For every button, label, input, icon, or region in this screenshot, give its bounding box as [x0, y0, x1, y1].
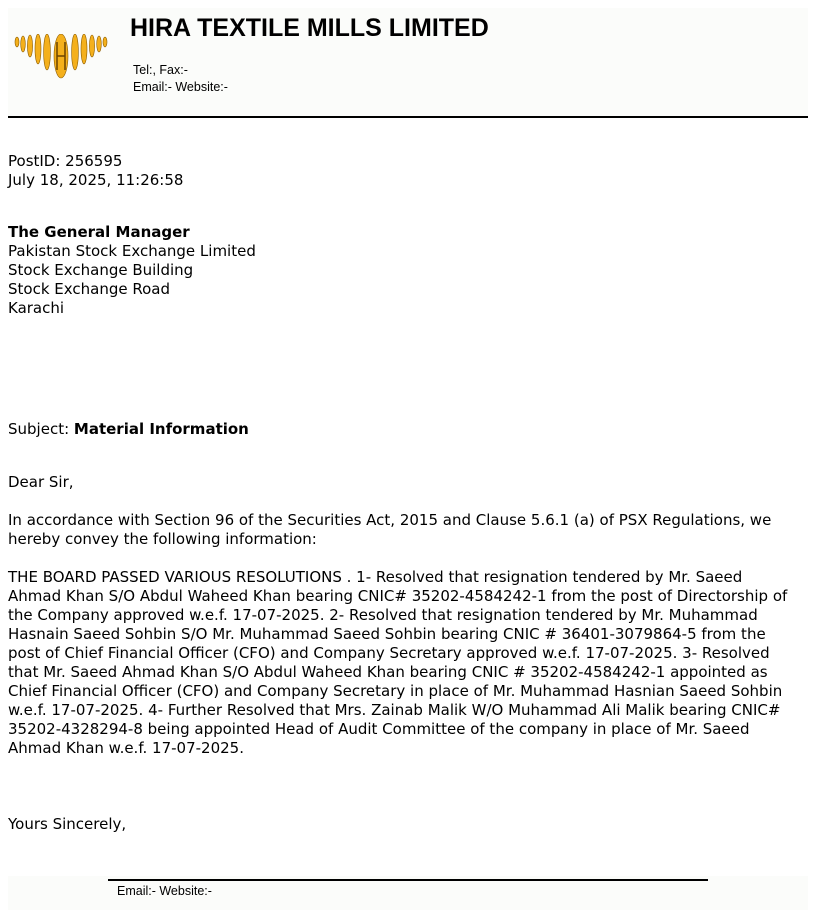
- recipient-line: Pakistan Stock Exchange Limited: [8, 242, 256, 260]
- subject: [8, 420, 249, 439]
- subject-label: Subject:: [8, 420, 74, 438]
- recipient-title: The General Manager: [8, 223, 190, 241]
- recipient-line: Karachi: [8, 299, 65, 317]
- post-datetime: July 18, 2025, 11:26:58: [8, 171, 184, 189]
- footer-divider: [108, 879, 708, 881]
- recipient-line: Stock Exchange Road: [8, 280, 170, 298]
- company-logo-icon: [14, 34, 108, 82]
- salutation: Dear Sir,: [8, 473, 74, 491]
- intro-paragraph: In accordance with Section 96 of the Securities Act, 2015 and Clause 5.6.1 (a) of PSX Regulations, we hereby convey the following information:: [8, 511, 772, 548]
- header-divider: [8, 116, 808, 118]
- closing: Yours Sincerely,: [8, 815, 127, 833]
- footer-email-website: Email:- Website:-: [117, 884, 212, 898]
- recipient-line: Stock Exchange Building: [8, 261, 194, 279]
- resolutions-paragraph: THE BOARD PASSED VARIOUS RESOLUTIONS . 1- Resolved that resignation tendered by Mr. Saeed Ahmad Khan S/O Abdul Waheed Khan bearing CNIC# 35202-4584242-1 from the post of Directorship of the Company approved w.e.f. 17-07-2025. 2- Resolved that resignation tendered by Mr. Muhammad Hasnain Saeed Sohbin S/O Mr. Muhammad Saeed Sohbin bearing CNIC # 36401-3079864-5 from the post of Chief Financial Officer (CFO) and Company Secretary approved w.e.f. 17-07-2025. 3- Resolved that Mr. Saeed Ahmad Khan S/O Abdul Waheed Khan bearing CNIC # 35202-4584242-1 appointed as Chief Financial Officer (CFO) and Company Secretary in place of Mr. Muhammad Hasnian Saeed Sohbin w.e.f. 17-07-2025. 4- Further Resolved that Mrs. Zainab Malik W/O Muhammad Ali Malik bearing CNIC# 35202-4328294-8 being appointed Head of Audit Committee of the company in place of Mr. Saeed Ahmad Khan w.e.f. 17-07-2025.: [8, 568, 788, 757]
- subject-value: Material Information: [73, 420, 249, 438]
- company-name: HIRA TEXTILE MILLS LIMITED: [130, 14, 489, 42]
- post-id: PostID: 256595: [8, 152, 123, 170]
- email-website: Email:- Website:-: [133, 80, 228, 94]
- tel-fax: Tel:, Fax:-: [133, 63, 188, 77]
